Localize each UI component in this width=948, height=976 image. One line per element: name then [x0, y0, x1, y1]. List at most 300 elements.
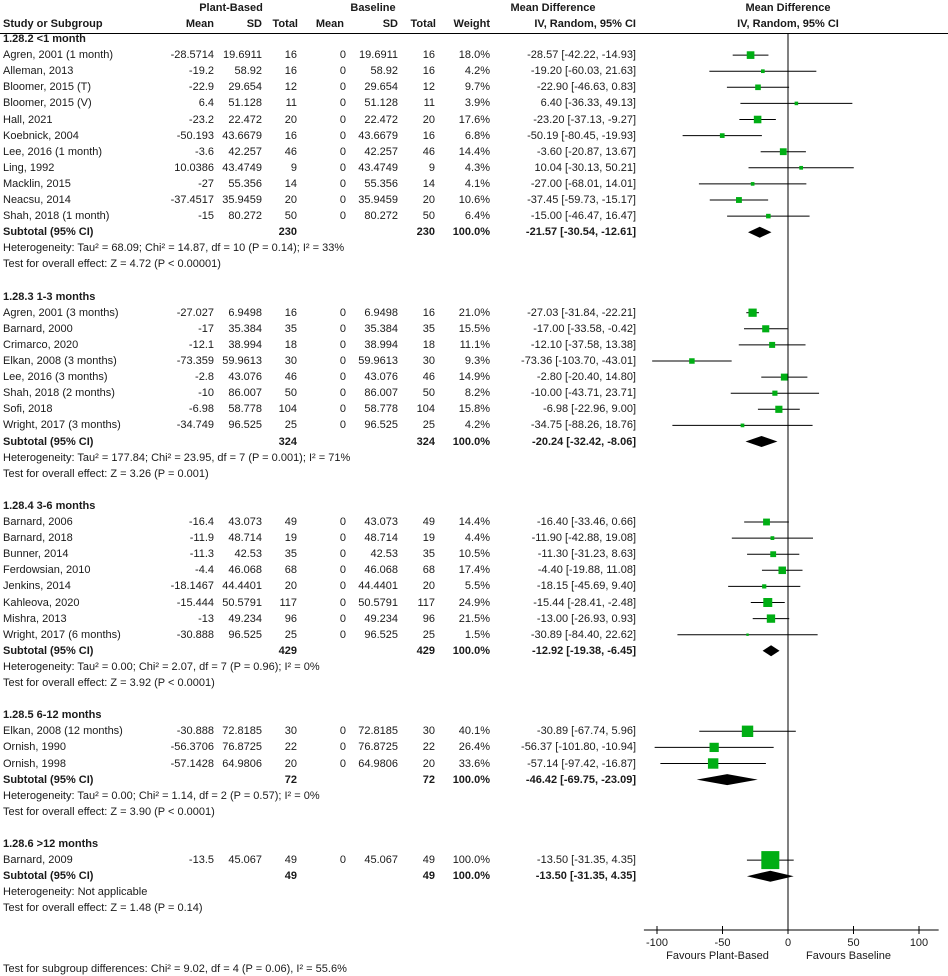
baseline-mean: 0	[339, 177, 346, 190]
baseline-sd: 72.8185	[358, 725, 398, 738]
overall-effect-text: Test for overall effect: Z = 3.92 (P < 0.0001)	[3, 677, 215, 689]
plant-sd: 59.9613	[222, 355, 262, 367]
weight: 4.4%	[464, 532, 490, 545]
baseline-total: 49	[422, 516, 435, 528]
axis-label: 50	[847, 937, 860, 949]
effect-square-marker	[763, 519, 770, 526]
plant-sd: 44.4401	[222, 580, 262, 593]
subtotal-plant-total: 230	[278, 226, 297, 239]
baseline-mean: 0	[339, 210, 346, 223]
plant-total: 46	[284, 371, 297, 384]
baseline-sd: 6.9498	[364, 306, 398, 319]
effect-square-marker	[710, 743, 719, 752]
plant-total: 22	[284, 741, 297, 754]
weight: 18.0%	[458, 49, 490, 62]
plant-mean: -10	[198, 387, 214, 400]
effect-square-marker	[741, 424, 745, 428]
plant-mean: -6.98	[188, 403, 214, 416]
study-name: Sofi, 2018	[3, 403, 53, 416]
baseline-sd: 59.9613	[358, 355, 398, 367]
md-ci-text: -4.40 [-19.88, 11.08]	[537, 564, 636, 577]
subtotal-diamond	[748, 227, 771, 238]
subtotal-label: Subtotal (95% CI)	[3, 870, 94, 883]
baseline-sd: 49.234	[364, 612, 398, 625]
plant-mean: -15	[198, 210, 214, 223]
md-ci-text: -18.15 [-45.69, 9.40]	[536, 580, 636, 593]
subtotal-diamond	[746, 436, 778, 447]
baseline-mean: 0	[339, 387, 346, 400]
effect-square-marker	[769, 342, 775, 348]
md-ci-text: -19.20 [-60.03, 21.63]	[530, 65, 636, 78]
plant-total: 49	[284, 516, 297, 528]
plant-sd: 96.525	[228, 419, 262, 432]
md-ci-text: -11.90 [-42.88, 19.08]	[531, 532, 636, 545]
plant-sd: 51.128	[228, 97, 262, 110]
plant-sd: 72.8185	[222, 725, 262, 738]
plant-sd: 86.007	[228, 387, 262, 400]
plant-mean: -18.1467	[170, 580, 214, 593]
baseline-sd: 43.076	[364, 371, 398, 384]
baseline-sd: 48.714	[364, 532, 398, 545]
effect-square-marker	[763, 598, 772, 607]
study-name: Wright, 2017 (6 months)	[3, 628, 121, 641]
plant-sd: 38.994	[228, 338, 262, 351]
subtotal-weight: 100.0%	[452, 226, 490, 239]
baseline-mean: 0	[339, 854, 346, 867]
baseline-mean: 0	[339, 161, 346, 174]
md-ci-text: -6.98 [-22.96, 9.00]	[543, 403, 636, 416]
md-ci-text: 6.40 [-36.33, 49.13]	[540, 97, 636, 110]
plant-total: 18	[284, 338, 297, 351]
plant-total: 50	[284, 210, 297, 223]
weight: 40.1%	[458, 725, 490, 738]
plant-mean: -17	[198, 322, 214, 335]
plant-mean: -19.2	[188, 65, 214, 78]
weight: 14.4%	[458, 145, 490, 158]
heterogeneity-text: Heterogeneity: Tau² = 177.84; Chi² = 23.95, df = 7 (P = 0.001); I² = 71%	[3, 451, 351, 464]
baseline-sd: 64.9806	[358, 757, 398, 770]
study-name: Ornish, 1990	[3, 741, 66, 754]
baseline-mean: 0	[339, 97, 346, 110]
study-name: Lee, 2016 (3 months)	[3, 371, 108, 384]
md-ci-text: -37.45 [-59.73, -15.17]	[527, 194, 636, 206]
baseline-total: 19	[422, 532, 435, 545]
baseline-sd: 38.994	[364, 338, 398, 351]
plant-sd: 6.9498	[228, 306, 262, 319]
weight: 6.8%	[464, 129, 490, 142]
weight: 9.7%	[464, 81, 490, 94]
plant-mean: 6.4	[198, 97, 214, 110]
plant-sd: 96.525	[228, 628, 262, 641]
axis-label: -50	[714, 937, 731, 949]
header-group-baseline: Baseline	[350, 2, 396, 14]
subtotal-md-ci-text: -13.50 [-31.35, 4.35]	[535, 870, 636, 883]
weight: 6.4%	[464, 210, 490, 223]
subtotal-plant-total: 49	[284, 870, 297, 883]
weight: 4.3%	[464, 161, 490, 174]
study-name: Ling, 1992	[3, 161, 55, 174]
effect-square-marker	[795, 102, 799, 106]
baseline-mean: 0	[339, 628, 346, 641]
plant-mean: -57.1428	[170, 757, 214, 770]
header-md-ci: IV, Random, 95% CI	[534, 18, 636, 30]
study-name: Macklin, 2015	[3, 177, 71, 190]
weight: 14.9%	[458, 371, 490, 384]
baseline-total: 117	[417, 596, 435, 609]
plant-mean: -13	[198, 612, 214, 625]
baseline-total: 11	[423, 97, 435, 110]
weight: 21.5%	[458, 612, 490, 625]
baseline-mean: 0	[339, 338, 346, 351]
plant-total: 20	[284, 113, 297, 126]
subgroup-title: 1.28.2 <1 month	[3, 33, 86, 45]
baseline-total: 30	[422, 725, 435, 738]
plant-total: 20	[284, 580, 297, 593]
effect-square-marker	[689, 358, 694, 363]
subtotal-label: Subtotal (95% CI)	[3, 435, 94, 448]
baseline-mean: 0	[339, 81, 346, 94]
baseline-total: 12	[422, 81, 435, 94]
header-mean-difference: Mean Difference	[510, 2, 596, 14]
subtotal-diamond	[763, 645, 780, 656]
heterogeneity-text: Heterogeneity: Tau² = 0.00; Chi² = 2.07, df = 7 (P = 0.96); I² = 0%	[3, 660, 320, 673]
baseline-total: 30	[422, 355, 435, 367]
plant-sd: 55.356	[228, 177, 262, 190]
md-ci-text: -2.80 [-20.40, 14.80]	[536, 371, 636, 384]
effect-square-marker	[778, 567, 786, 575]
study-name: Barnard, 2009	[3, 854, 73, 867]
md-ci-text: -22.90 [-46.63, 0.83]	[536, 81, 636, 94]
baseline-total: 25	[422, 628, 435, 641]
header-base-total: Total	[410, 18, 436, 30]
plant-sd: 58.778	[228, 403, 262, 416]
axis-label: 100	[909, 937, 929, 949]
baseline-total: 16	[422, 129, 435, 142]
md-ci-text: -3.60 [-20.87, 13.67]	[536, 145, 636, 158]
header-weight: Weight	[453, 18, 490, 30]
axis-label: 0	[784, 937, 792, 949]
weight: 14.4%	[458, 516, 490, 528]
plant-mean: -56.3706	[170, 741, 214, 754]
plant-sd: 45.067	[228, 854, 262, 867]
baseline-sd: 58.778	[364, 403, 398, 416]
study-name: Shah, 2018 (1 month)	[3, 210, 110, 223]
baseline-total: 46	[422, 145, 435, 158]
header-divider-line	[0, 33, 948, 34]
plot-header-mean-difference: Mean Difference	[745, 2, 831, 14]
baseline-mean: 0	[339, 194, 346, 206]
md-ci-text: -28.57 [-42.22, -14.93]	[527, 49, 636, 62]
weight: 24.9%	[458, 596, 490, 609]
header-base-mean: Mean	[315, 18, 344, 30]
plant-total: 14	[284, 177, 297, 190]
baseline-mean: 0	[339, 725, 346, 738]
header-study-or-subgroup: Study or Subgroup	[3, 18, 103, 30]
plant-mean: -27	[198, 177, 214, 190]
heterogeneity-text: Heterogeneity: Tau² = 0.00; Chi² = 1.14, df = 2 (P = 0.57); I² = 0%	[3, 789, 320, 802]
study-name: Alleman, 2013	[3, 65, 74, 78]
header-plant-total: Total	[272, 18, 298, 30]
md-ci-text: -27.00 [-68.01, 14.01]	[530, 177, 636, 190]
md-ci-text: -16.40 [-33.46, 0.66]	[536, 516, 636, 528]
baseline-mean: 0	[339, 355, 346, 367]
effect-square-marker	[755, 84, 761, 90]
md-ci-text: -17.00 [-33.58, -0.42]	[533, 322, 636, 335]
baseline-mean: 0	[339, 741, 346, 754]
baseline-mean: 0	[339, 516, 346, 528]
plant-total: 16	[284, 65, 297, 78]
baseline-mean: 0	[339, 548, 346, 561]
md-ci-text: -73.36 [-103.70, -43.01]	[521, 355, 636, 367]
plant-sd: 42.257	[228, 145, 262, 158]
study-name: Bloomer, 2015 (V)	[3, 97, 92, 110]
study-name: Agren, 2001 (3 months)	[3, 306, 119, 319]
plant-sd: 49.234	[228, 612, 262, 625]
weight: 8.2%	[464, 387, 490, 400]
effect-square-marker	[780, 148, 787, 155]
plant-total: 35	[284, 322, 297, 335]
subtotal-weight: 100.0%	[452, 435, 490, 448]
subtotal-baseline-total: 230	[416, 226, 435, 239]
baseline-total: 16	[422, 306, 435, 319]
plant-total: 46	[284, 145, 297, 158]
plant-sd: 43.073	[228, 516, 262, 528]
plant-mean: -50.193	[176, 129, 214, 142]
baseline-total: 20	[422, 757, 435, 770]
md-ci-text: -30.89 [-67.74, 5.96]	[536, 725, 636, 738]
plant-mean: -16.4	[188, 516, 214, 528]
effect-square-marker	[761, 851, 779, 869]
study-name: Barnard, 2018	[3, 532, 73, 545]
md-ci-text: -15.44 [-28.41, -2.48]	[533, 596, 636, 609]
plant-total: 49	[284, 854, 297, 867]
baseline-sd: 55.356	[364, 177, 398, 190]
study-name: Lee, 2016 (1 month)	[3, 145, 103, 158]
subtotal-diamond	[697, 774, 758, 785]
baseline-mean: 0	[339, 306, 346, 319]
plant-total: 16	[284, 49, 297, 62]
study-name: Koebnick, 2004	[3, 129, 79, 142]
md-ci-text: -13.50 [-31.35, 4.35]	[536, 854, 636, 867]
plant-sd: 80.272	[228, 210, 262, 223]
baseline-sd: 42.257	[364, 145, 398, 158]
study-name: Ornish, 1998	[3, 757, 66, 770]
study-name: Barnard, 2006	[3, 516, 73, 528]
effect-square-marker	[767, 614, 775, 622]
baseline-total: 35	[422, 322, 435, 335]
header-plant-sd: SD	[246, 18, 262, 30]
baseline-mean: 0	[339, 580, 346, 593]
heterogeneity-text: Heterogeneity: Tau² = 68.09; Chi² = 14.87, df = 10 (P = 0.14); I² = 33%	[3, 242, 345, 255]
study-name: Shah, 2018 (2 months)	[3, 387, 115, 400]
plant-mean: -23.2	[188, 113, 214, 126]
study-name: Kahleova, 2020	[3, 596, 80, 609]
md-ci-text: -10.00 [-43.71, 23.71]	[530, 387, 636, 400]
weight: 1.5%	[464, 628, 490, 641]
study-name: Wright, 2017 (3 months)	[3, 419, 121, 432]
baseline-sd: 80.272	[364, 210, 398, 223]
plant-mean: -3.6	[195, 145, 214, 158]
study-name: Barnard, 2000	[3, 322, 73, 335]
study-name: Bunner, 2014	[3, 548, 69, 561]
baseline-total: 22	[422, 741, 435, 754]
study-name: Elkan, 2008 (12 months)	[3, 725, 123, 738]
effect-square-marker	[766, 214, 771, 219]
weight: 9.3%	[464, 355, 490, 367]
baseline-mean: 0	[339, 596, 346, 609]
md-ci-text: -12.10 [-37.58, 13.38]	[530, 338, 636, 351]
effect-square-marker	[770, 551, 776, 557]
subtotal-plant-total: 324	[278, 435, 297, 448]
plant-sd: 50.5791	[222, 596, 262, 609]
subtotal-weight: 100.0%	[452, 773, 490, 786]
weight: 21.0%	[458, 306, 490, 319]
overall-effect-text: Test for overall effect: Z = 3.26 (P = 0.001)	[3, 467, 209, 480]
effect-square-marker	[772, 391, 777, 396]
plant-mean: -15.444	[176, 596, 214, 609]
study-name: Hall, 2021	[3, 113, 53, 126]
plant-sd: 46.068	[228, 564, 262, 577]
baseline-sd: 46.068	[364, 564, 398, 577]
plant-mean: -13.5	[188, 854, 214, 867]
baseline-sd: 58.92	[370, 65, 398, 78]
baseline-mean: 0	[339, 612, 346, 625]
baseline-sd: 76.8725	[358, 741, 398, 754]
plant-total: 50	[284, 387, 297, 400]
weight: 11.1%	[459, 338, 490, 351]
effect-square-marker	[775, 406, 782, 413]
baseline-total: 35	[422, 548, 435, 561]
baseline-total: 16	[422, 65, 435, 78]
plant-mean: -11.9	[189, 532, 214, 545]
weight: 4.2%	[464, 65, 490, 78]
plant-total: 104	[278, 403, 297, 416]
subtotal-md-ci-text: -12.92 [-19.38, -6.45]	[532, 644, 636, 657]
plant-sd: 42.53	[234, 548, 262, 561]
baseline-total: 49	[422, 854, 435, 867]
axis-label: Favours Baseline	[806, 950, 891, 962]
baseline-mean: 0	[339, 564, 346, 577]
effect-square-marker	[742, 726, 753, 737]
baseline-mean: 0	[339, 419, 346, 432]
baseline-total: 9	[428, 161, 435, 174]
plant-sd: 43.6679	[222, 129, 262, 142]
weight: 4.2%	[464, 419, 490, 432]
weight: 3.9%	[464, 97, 490, 110]
baseline-total: 25	[422, 419, 435, 432]
weight: 15.8%	[458, 403, 490, 416]
baseline-total: 20	[422, 580, 435, 593]
baseline-total: 18	[422, 338, 435, 351]
plant-total: 19	[284, 532, 297, 545]
weight: 15.5%	[458, 322, 490, 335]
plant-mean: -30.888	[176, 725, 214, 738]
weight: 26.4%	[458, 741, 490, 754]
plant-mean: -22.9	[188, 81, 214, 94]
effect-square-marker	[771, 536, 775, 540]
plant-mean: -2.8	[195, 371, 214, 384]
study-name: Neacsu, 2014	[3, 194, 71, 206]
effect-square-marker	[761, 69, 765, 73]
md-ci-text: -34.75 [-88.26, 18.76]	[530, 419, 636, 432]
baseline-mean: 0	[339, 65, 346, 78]
effect-square-marker	[748, 309, 756, 317]
study-name: Ferdowsian, 2010	[3, 564, 91, 577]
header-base-sd: SD	[382, 18, 398, 30]
plant-total: 20	[284, 757, 297, 770]
baseline-sd: 19.6911	[359, 49, 398, 62]
md-ci-text: -50.19 [-80.45, -19.93]	[527, 129, 636, 142]
subtotal-weight: 100.0%	[452, 870, 490, 883]
heterogeneity-text: Heterogeneity: Not applicable	[3, 886, 148, 899]
md-ci-text: -27.03 [-31.84, -22.21]	[527, 306, 636, 319]
weight: 4.1%	[464, 177, 490, 190]
effect-square-marker	[799, 166, 803, 170]
effect-square-marker	[708, 758, 718, 768]
baseline-sd: 29.654	[364, 81, 398, 94]
plant-total: 11	[285, 97, 297, 110]
plant-sd: 43.4749	[222, 161, 262, 174]
subtotal-baseline-total: 324	[416, 435, 435, 448]
md-ci-text: -57.14 [-97.42, -16.87]	[527, 757, 636, 770]
baseline-sd: 45.067	[364, 854, 398, 867]
md-ci-text: -23.20 [-37.13, -9.27]	[533, 113, 636, 126]
baseline-mean: 0	[339, 757, 346, 770]
md-ci-text: -30.89 [-84.40, 22.62]	[530, 628, 636, 641]
plant-total: 9	[290, 161, 297, 174]
axis-label: -100	[645, 937, 669, 949]
subtotal-diamond	[747, 871, 794, 882]
baseline-mean: 0	[339, 49, 346, 62]
subtotal-md-ci-text: -46.42 [-69.75, -23.09]	[525, 773, 636, 786]
weight: 33.6%	[458, 757, 490, 770]
baseline-sd: 43.6679	[358, 129, 398, 142]
plant-total: 25	[284, 628, 297, 641]
baseline-total: 50	[422, 387, 435, 400]
study-name: Agren, 2001 (1 month)	[3, 49, 114, 62]
study-name: Elkan, 2008 (3 months)	[3, 355, 117, 367]
study-name: Jenkins, 2014	[3, 580, 71, 593]
weight: 100.0%	[452, 854, 490, 867]
effect-square-marker	[736, 197, 742, 203]
plant-sd: 58.92	[234, 65, 262, 78]
baseline-mean: 0	[339, 403, 346, 416]
md-ci-text: -13.00 [-26.93, 0.93]	[536, 612, 636, 625]
baseline-sd: 51.128	[364, 97, 398, 110]
plant-sd: 48.714	[228, 532, 262, 545]
header-group-plant-based: Plant-Based	[199, 2, 263, 14]
study-name: Mishra, 2013	[3, 612, 67, 625]
weight: 5.5%	[464, 580, 490, 593]
overall-effect-text: Test for overall effect: Z = 3.90 (P < 0.0001)	[3, 805, 215, 818]
md-ci-text: 10.04 [-30.13, 50.21]	[534, 161, 636, 174]
plant-mean: -12.1	[188, 338, 214, 351]
baseline-sd: 42.53	[370, 548, 398, 561]
baseline-sd: 50.5791	[358, 596, 398, 609]
subtotal-baseline-total: 49	[422, 870, 435, 883]
subtotal-baseline-total: 429	[416, 644, 435, 657]
effect-square-marker	[751, 182, 755, 186]
plant-total: 12	[284, 81, 297, 94]
effect-square-marker	[762, 325, 769, 332]
plant-mean: -37.4517	[170, 194, 214, 206]
baseline-sd: 86.007	[364, 387, 398, 400]
baseline-sd: 44.4401	[358, 580, 398, 593]
plant-mean: -27.027	[176, 306, 214, 319]
baseline-total: 20	[422, 113, 435, 126]
baseline-sd: 96.525	[364, 628, 398, 641]
effect-square-marker	[746, 634, 748, 636]
